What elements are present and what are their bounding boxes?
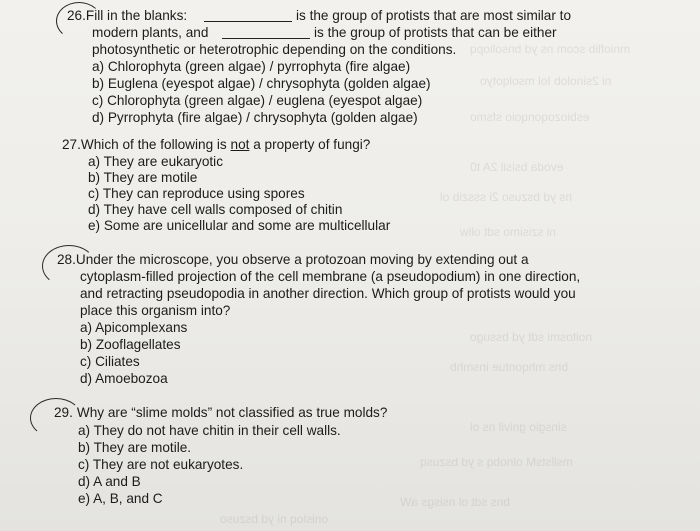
answer-option: c) Ciliates [80, 354, 140, 369]
answer-option: d) A and B [78, 474, 141, 489]
answer-blank-1 [204, 10, 292, 22]
question-stem: Fill in the blanks: [85, 8, 188, 23]
answer-blank-2 [222, 27, 310, 39]
underlined-word: not [230, 137, 250, 152]
answer-option: b) Zooflagellates [80, 337, 181, 352]
question-stem: Why are “slime molds” not classified as true molds? [76, 405, 388, 420]
question-stem: and retracting pseudopodia in another direction. Which group of protists would you [80, 286, 576, 301]
answer-option: a) Chlorophyta (green algae) / pyrrophyta (fire algae) [92, 59, 411, 74]
question-stem: photosynthetic or heterotrophic depending on the conditions. [92, 42, 457, 57]
question-number: 26. [67, 8, 86, 23]
answer-option: d) Amoebozoa [80, 371, 168, 386]
answer-option: a) Apicomplexans [80, 320, 188, 335]
question-stem: modern plants, and [92, 25, 209, 40]
question-stem: place this organism into? [80, 303, 231, 318]
answer-option: b) They are motile [88, 170, 198, 185]
answer-option: c) Chlorophyta (green algae) / euglena (eyespot algae) [92, 93, 423, 108]
question-stem: cytoplasm-filled projection of the cell membrane (a pseudopodium) in one direction, [80, 269, 581, 284]
answer-option: b) Euglena (eyespot algae) / chrysophyta (golden algae) [92, 76, 431, 91]
question-number: 29. [54, 405, 73, 420]
answer-option: e) Some are unicellular and some are multicellular [88, 218, 391, 233]
question-stem: is the group of protists that are most similar to [296, 8, 572, 23]
answer-option: c) They are not eukaryotes. [78, 457, 244, 472]
answer-option: e) A, B, and C [78, 491, 163, 506]
question-number: 28. [57, 252, 76, 267]
question-stem: Under the microscope, you observe a protozoan moving by extending out a [75, 252, 529, 267]
answer-option: d) They have cell walls composed of chitin [88, 202, 343, 217]
answer-option: d) Pyrrophyta (fire algae) / chrysophyta (golden algae) [92, 110, 418, 125]
answer-option: a) They are eukaryotic [88, 154, 223, 169]
question-number: 27. [62, 137, 81, 152]
question-stem: is the group of protists that can be either [314, 25, 557, 40]
question-stem: a property of fungi? [249, 137, 371, 152]
answer-option: c) They can reproduce using spores [88, 186, 305, 201]
question-stem: Which of the following is [80, 137, 231, 152]
answer-option: a) They do not have chitin in their cell walls. [78, 423, 341, 438]
answer-option: b) They are motile. [78, 440, 192, 455]
